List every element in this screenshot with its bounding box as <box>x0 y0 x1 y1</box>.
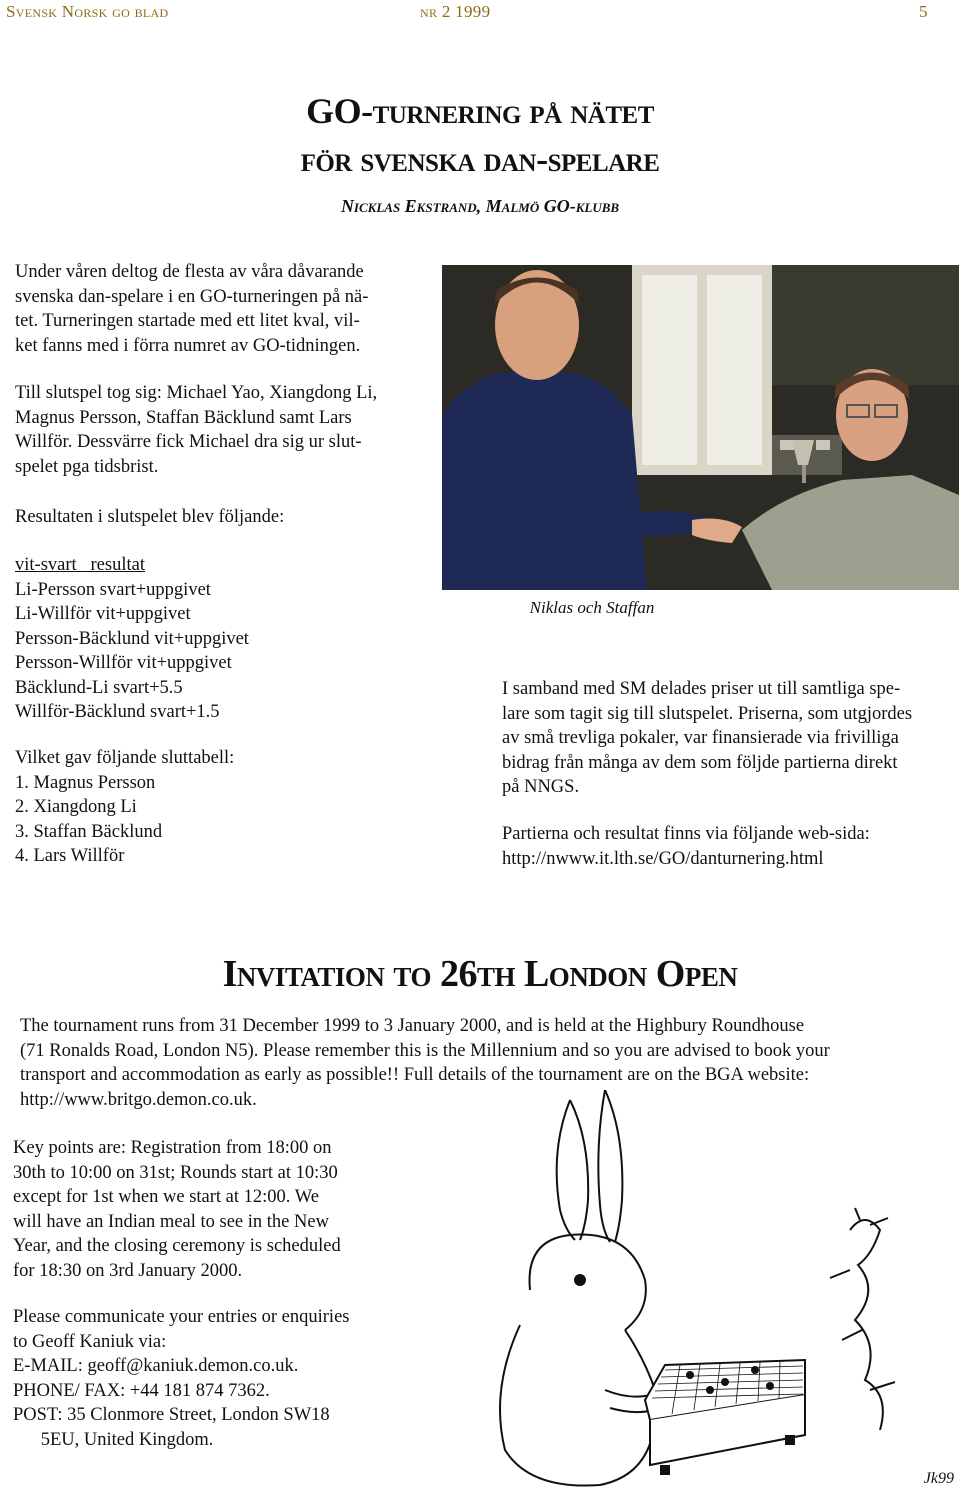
standings-list <box>15 746 435 869</box>
issue-number: nr 2 1999 <box>420 2 491 21</box>
final-line: Till slutspel tog sig: Michael Yao, Xiangdong Li, <box>15 383 378 403</box>
result-row: Li-Willför vit+uppgivet <box>15 604 191 624</box>
intro-line: svenska dan-spelare i en GO-turneringen på nä- <box>15 286 369 307</box>
keypoints-line: except for 1st when we start at 12:00. We <box>13 1187 319 1207</box>
result-row: Bäcklund-Li svart+5.5 <box>15 677 183 698</box>
contact-line: to Geoff Kaniuk via: <box>13 1331 167 1352</box>
final-line: Willför. Dessvärre fick Michael dra sig ur slut- <box>15 432 362 452</box>
prizes-line: lare som tagit sig till slutspelet. Priserna, som utgjordes <box>502 703 913 724</box>
standings-intro: Vilket gav följande sluttabell: <box>15 748 235 768</box>
final-line: spelet pga tidsbrist. <box>15 456 159 477</box>
photo-illustration <box>442 265 959 590</box>
intro-line: tet. Turneringen startade med ett litet kval, vil- <box>15 311 360 331</box>
final-line: Magnus Persson, Staffan Bäcklund samt Lars <box>15 407 352 428</box>
rabbit-go-board-drawing <box>410 1090 960 1492</box>
photo-handshake <box>442 265 959 590</box>
prizes-paragraph <box>502 677 957 800</box>
article-title-line-1: GO-turnering på nätet <box>306 91 654 131</box>
keypoints-line: Key points are: Registration from 18:00 on <box>13 1138 332 1158</box>
web-link[interactable]: http://nwww.it.lth.se/GO/danturnering.html <box>502 848 824 869</box>
article-title-line-2: för svenska dan-spelare <box>300 139 660 179</box>
london-intro-line: transport and accommodation as early as possible!! Full details of the tournament are on the BGA website: <box>20 1065 810 1085</box>
keypoints-line: will have an Indian meal to see in the New <box>13 1211 329 1232</box>
intro-paragraph <box>15 260 435 358</box>
london-open-title: Invitation to 26th London Open <box>222 953 738 995</box>
result-row: Persson-Bäcklund vit+uppgivet <box>15 628 249 649</box>
contact-post-cont: 5EU, United Kingdom. <box>13 1429 214 1450</box>
photo-caption: Niklas och Staffan <box>529 598 655 617</box>
result-row: Willför-Bäcklund svart+1.5 <box>15 702 220 722</box>
contact-post: POST: 35 Clonmore Street, London SW18 <box>13 1405 330 1425</box>
article-byline: Nicklas Ekstrand, Malmö GO-klubb <box>340 196 620 216</box>
standings-row: 2. Xiangdong Li <box>15 797 137 817</box>
standings-row: 1. Magnus Persson <box>15 772 156 793</box>
prizes-line: bidrag från många av dem som följde partierna direkt <box>502 752 898 773</box>
london-intro-line: (71 Ronalds Road, London N5). Please remember this is the Millennium and so you are advised to book your <box>20 1040 830 1061</box>
results-list <box>15 553 435 725</box>
contact-phone: PHONE/ FAX: +44 181 874 7362. <box>13 1380 270 1401</box>
rabbit-illustration <box>410 1090 960 1492</box>
result-row: Li-Persson svart+uppgivet <box>15 579 211 600</box>
intro-line: ket fanns med i förra numret av GO-tidningen. <box>15 335 361 356</box>
keypoints-line: Year, and the closing ceremony is scheduled <box>13 1236 341 1256</box>
results-header: vit-svart resultat <box>15 555 145 575</box>
keypoints-line: 30th to 10:00 on 31st; Rounds start at 10:30 <box>13 1162 338 1183</box>
contact-paragraph <box>13 1305 413 1452</box>
result-row: Persson-Willför vit+uppgivet <box>15 653 232 673</box>
final-paragraph <box>15 381 435 479</box>
standings-row: 3. Staffan Bäcklund <box>15 821 163 842</box>
publication-name: Svensk Norsk go blad <box>6 2 169 21</box>
london-intro-line: The tournament runs from 31 December 1999 to 3 January 2000, and is held at the Highbury Roundhouse <box>20 1016 805 1036</box>
artist-signature: Jk99 <box>923 1470 954 1487</box>
prizes-line: på NNGS. <box>502 777 580 797</box>
prizes-line: I samband med SM delades priser ut till samtliga spe- <box>502 679 901 699</box>
keypoints-line: for 18:30 on 3rd January 2000. <box>13 1260 243 1281</box>
page-number: 5 <box>919 2 928 21</box>
contact-line: Please communicate your entries or enquiries <box>13 1307 350 1327</box>
intro-line: Under våren deltog de flesta av våra dåvarande <box>15 262 364 282</box>
standings-row: 4. Lars Willför <box>15 846 125 866</box>
web-line: Partierna och resultat finns via följande web-sida: <box>502 824 870 844</box>
keypoints-paragraph <box>13 1136 413 1283</box>
bga-website-link[interactable]: http://www.britgo.demon.co.uk. <box>20 1089 257 1110</box>
contact-email[interactable]: E-MAIL: geoff@kaniuk.demon.co.uk. <box>13 1356 299 1376</box>
web-paragraph <box>502 822 957 871</box>
prizes-line: av små trevliga pokaler, var finansierade via frivilliga <box>502 728 899 748</box>
results-intro: Resultaten i slutspelet blev följande: <box>15 507 285 527</box>
